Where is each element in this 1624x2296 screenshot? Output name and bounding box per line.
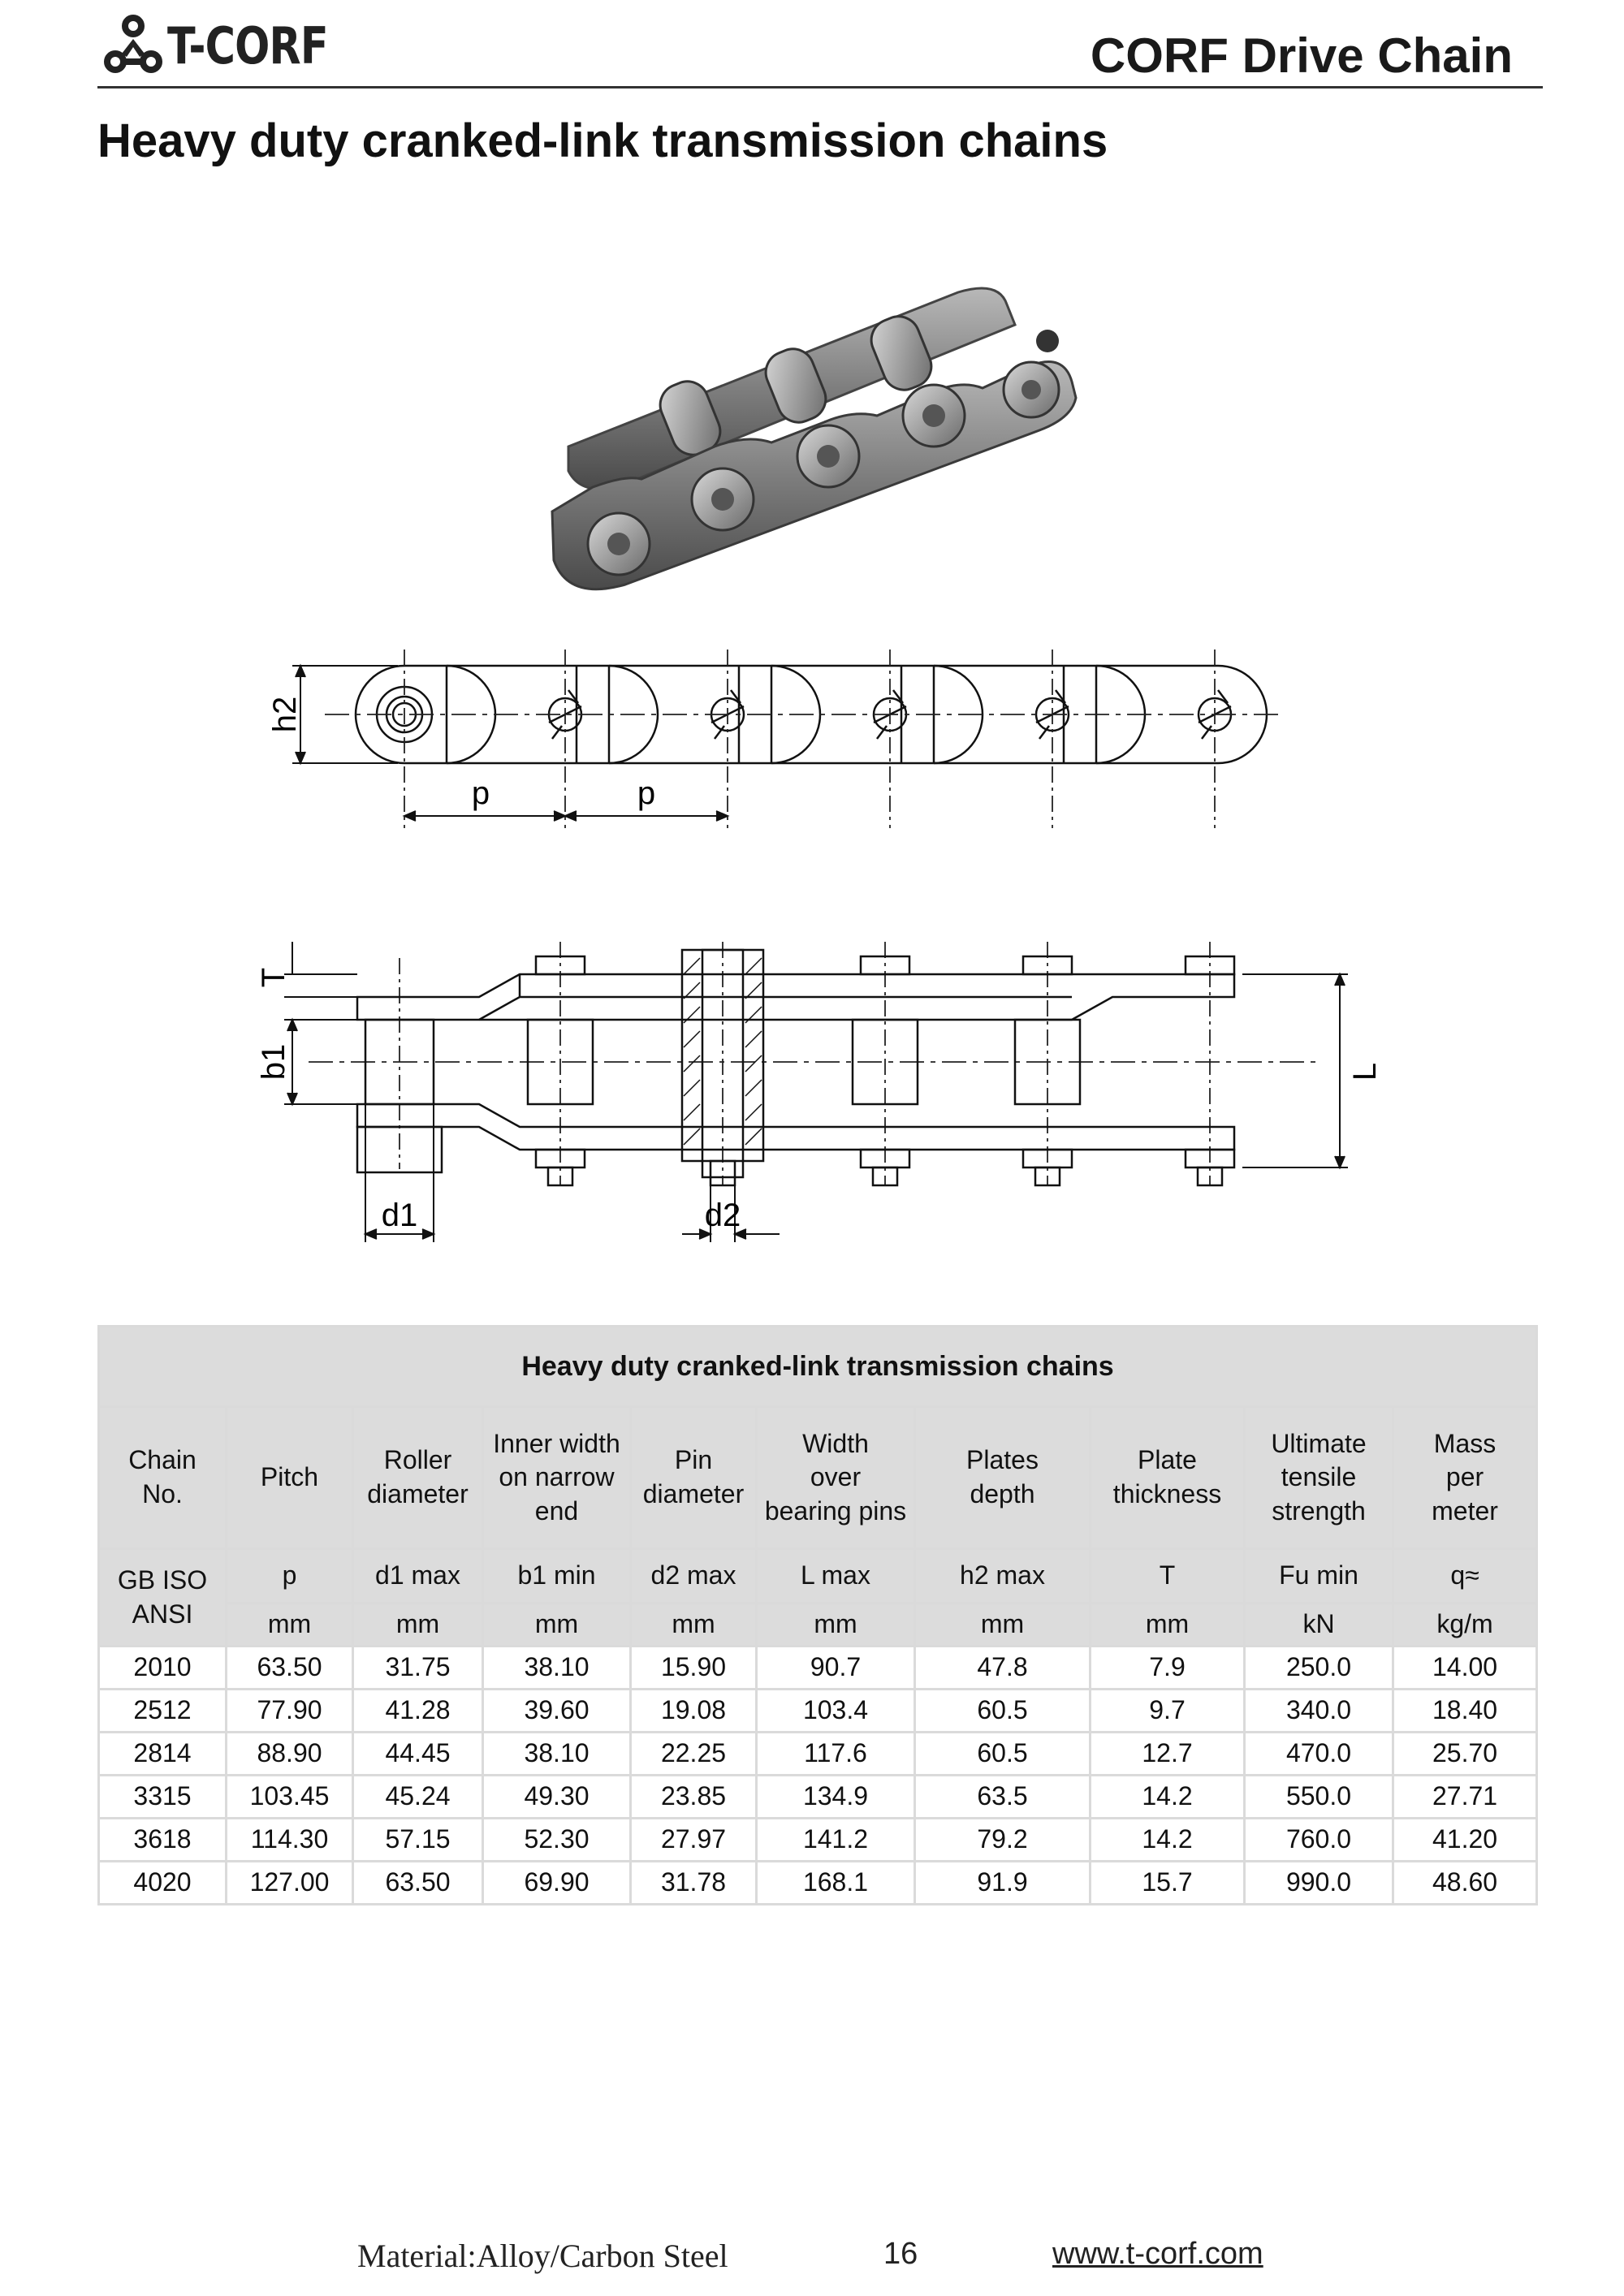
table-row [99, 1776, 1537, 1819]
header-inner-width: Inner width on narrow end [483, 1407, 631, 1549]
table-unit-row [99, 1603, 1537, 1646]
table-cell: 19.08 [631, 1690, 757, 1733]
unit-cell: kN [1245, 1603, 1393, 1646]
table-cell: 90.7 [757, 1646, 915, 1690]
standard-label: GB ISO ANSI [99, 1549, 227, 1646]
table-cell: 141.2 [757, 1819, 915, 1862]
brand-title: CORF Drive Chain [1090, 28, 1513, 83]
table-cell: 45.24 [353, 1776, 483, 1819]
dim-b1-label: b1 [256, 1043, 292, 1081]
header-mass-per-meter: Mass per meter [1393, 1407, 1537, 1549]
table-cell: 63.50 [227, 1646, 353, 1690]
symbol-cell: T [1091, 1549, 1245, 1603]
table-cell: 38.10 [483, 1646, 631, 1690]
table-cell: 25.70 [1393, 1733, 1537, 1776]
material-note: Material:Alloy/Carbon Steel [357, 2238, 728, 2274]
table-cell: 41.20 [1393, 1819, 1537, 1862]
table-cell: 15.7 [1091, 1862, 1245, 1905]
tcorf-logo-icon [104, 15, 162, 76]
dim-T-label: T [256, 967, 292, 988]
table-cell: 91.9 [915, 1862, 1091, 1905]
header-width-over-pins: Width over bearing pins [757, 1407, 915, 1549]
symbol-cell: d2 max [631, 1549, 757, 1603]
table-cell: 48.60 [1393, 1862, 1537, 1905]
symbol-cell: q≈ [1393, 1549, 1537, 1603]
table-cell: 2814 [99, 1733, 227, 1776]
symbol-cell: p [227, 1549, 353, 1603]
table-cell: 760.0 [1245, 1819, 1393, 1862]
table-cell: 38.10 [483, 1733, 631, 1776]
table-cell: 31.78 [631, 1862, 757, 1905]
page-title: Heavy duty cranked-link transmission chains [97, 114, 1108, 167]
table-cell: 7.9 [1091, 1646, 1245, 1690]
chain-top-view-drawing [256, 926, 1397, 1271]
table-cell: 2512 [99, 1690, 227, 1733]
unit-cell: kg/m [1393, 1603, 1537, 1646]
unit-cell: mm [353, 1603, 483, 1646]
table-cell: 47.8 [915, 1646, 1091, 1690]
table-caption: Heavy duty cranked-link transmission chains [99, 1327, 1537, 1407]
header-pitch: Pitch [227, 1407, 353, 1549]
unit-cell: mm [1091, 1603, 1245, 1646]
table-cell: 470.0 [1245, 1733, 1393, 1776]
symbol-cell: b1 min [483, 1549, 631, 1603]
symbol-cell: d1 max [353, 1549, 483, 1603]
dim-h2-label: h2 [267, 696, 303, 733]
table-cell: 44.45 [353, 1733, 483, 1776]
table-row [99, 1819, 1537, 1862]
page-header [0, 0, 1624, 97]
table-cell: 990.0 [1245, 1862, 1393, 1905]
dim-d2-label: d2 [704, 1198, 741, 1233]
table-cell: 63.50 [353, 1862, 483, 1905]
table-cell: 52.30 [483, 1819, 631, 1862]
chain-side-view-drawing [260, 641, 1315, 857]
table-cell: 23.85 [631, 1776, 757, 1819]
table-cell: 12.7 [1091, 1733, 1245, 1776]
table-cell: 103.4 [757, 1690, 915, 1733]
table-cell: 27.71 [1393, 1776, 1537, 1819]
table-cell: 18.40 [1393, 1690, 1537, 1733]
page-footer [0, 2237, 1624, 2285]
logo-text: T-CORF [167, 15, 328, 76]
table-cell: 117.6 [757, 1733, 915, 1776]
symbol-cell: L max [757, 1549, 915, 1603]
table-cell: 69.90 [483, 1862, 631, 1905]
table-cell: 4020 [99, 1862, 227, 1905]
unit-cell: mm [227, 1603, 353, 1646]
header-roller-diameter: Roller diameter [353, 1407, 483, 1549]
header-plates-depth: Plates depth [915, 1407, 1091, 1549]
table-cell: 168.1 [757, 1862, 915, 1905]
table-cell: 127.00 [227, 1862, 353, 1905]
company-logo[interactable] [104, 15, 363, 76]
symbol-cell: Fu min [1245, 1549, 1393, 1603]
header-plate-thickness: Plate thickness [1091, 1407, 1245, 1549]
unit-cell: mm [483, 1603, 631, 1646]
table-cell: 250.0 [1245, 1646, 1393, 1690]
dim-p1-label: p [471, 775, 490, 811]
table-cell: 14.00 [1393, 1646, 1537, 1690]
table-cell: 60.5 [915, 1690, 1091, 1733]
symbol-cell: h2 max [915, 1549, 1091, 1603]
table-cell: 134.9 [757, 1776, 915, 1819]
table-cell: 14.2 [1091, 1776, 1245, 1819]
page-number: 16 [883, 2237, 918, 2271]
table-cell: 103.45 [227, 1776, 353, 1819]
table-body [99, 1646, 1537, 1905]
table-cell: 63.5 [915, 1776, 1091, 1819]
spec-table [97, 1325, 1538, 1905]
table-cell: 79.2 [915, 1819, 1091, 1862]
table-row [99, 1733, 1537, 1776]
table-cell: 15.90 [631, 1646, 757, 1690]
table-cell: 60.5 [915, 1733, 1091, 1776]
dim-L-label: L [1347, 1062, 1383, 1081]
table-cell: 27.97 [631, 1819, 757, 1862]
header-tensile-strength: Ultimate tensile strength [1245, 1407, 1393, 1549]
table-row [99, 1862, 1537, 1905]
table-cell: 41.28 [353, 1690, 483, 1733]
header-divider [97, 86, 1543, 88]
table-cell: 2010 [99, 1646, 227, 1690]
chain-product-photo [503, 276, 1088, 589]
table-cell: 3315 [99, 1776, 227, 1819]
website-link[interactable]: www.t-corf.com [1052, 2237, 1263, 2271]
table-cell: 22.25 [631, 1733, 757, 1776]
header-chain-no: Chain No. [99, 1407, 227, 1549]
table-cell: 9.7 [1091, 1690, 1245, 1733]
table-cell: 77.90 [227, 1690, 353, 1733]
table-cell: 31.75 [353, 1646, 483, 1690]
table-row [99, 1646, 1537, 1690]
table-cell: 14.2 [1091, 1819, 1245, 1862]
table-cell: 49.30 [483, 1776, 631, 1819]
table-row [99, 1690, 1537, 1733]
table-cell: 114.30 [227, 1819, 353, 1862]
table-cell: 340.0 [1245, 1690, 1393, 1733]
table-header-row [99, 1407, 1537, 1549]
table-cell: 550.0 [1245, 1776, 1393, 1819]
table-cell: 3618 [99, 1819, 227, 1862]
table-cell: 39.60 [483, 1690, 631, 1733]
unit-cell: mm [631, 1603, 757, 1646]
unit-cell: mm [915, 1603, 1091, 1646]
table-cell: 88.90 [227, 1733, 353, 1776]
header-pin-diameter: Pin diameter [631, 1407, 757, 1549]
unit-cell: mm [757, 1603, 915, 1646]
dim-p2-label: p [637, 775, 656, 811]
table-cell: 57.15 [353, 1819, 483, 1862]
dim-d1-label: d1 [381, 1198, 418, 1233]
table-symbol-row [99, 1549, 1537, 1603]
